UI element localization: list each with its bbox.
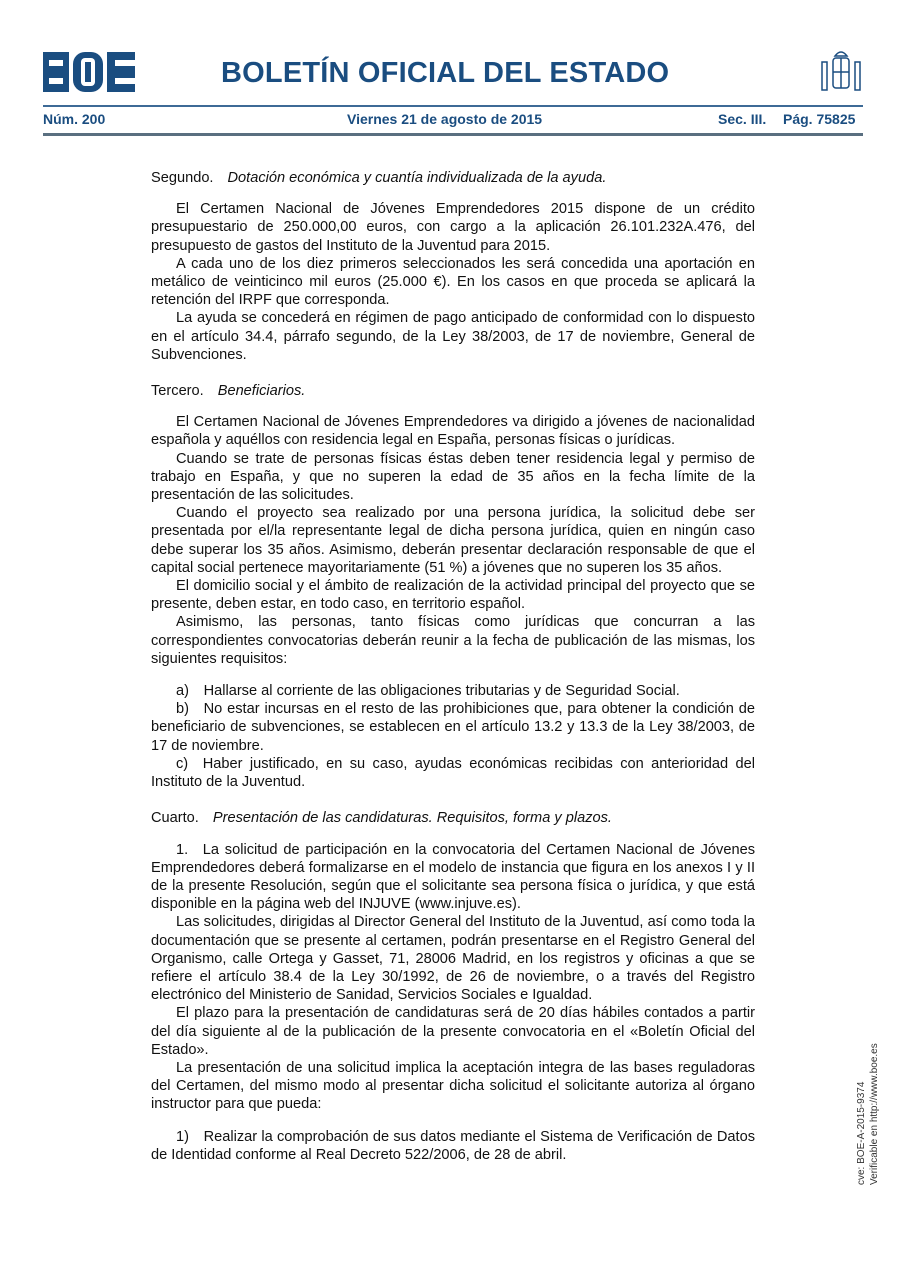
section-label: Sec. III.	[718, 111, 767, 127]
paragraph: El Certamen Nacional de Jóvenes Emprendedores va dirigido a jóvenes de nacionalidad española y aquéllos con residencia legal en España, personas físicas o jurídicas.	[151, 414, 755, 449]
page-number: Pág. 75825	[783, 111, 856, 127]
header-rule	[43, 105, 863, 107]
section-title: Beneficiarios.	[217, 383, 306, 400]
issue-number: Núm. 200	[43, 111, 106, 127]
header-rule	[43, 133, 863, 136]
paragraph: 1) Realizar la comprobación de sus datos mediante el Sistema de Verificación de Datos de Identidad conforme al Real Decreto 522/2006, de 28 de abril.	[151, 1128, 755, 1163]
page-title: BOLETÍN OFICIAL DEL ESTADO	[221, 57, 670, 89]
paragraph: b) No estar incursas en el resto de las prohibiciones que, para obtener la condición de beneficiario de subvenciones, se establecen en el artículo 13.2 y 13.3 de la Ley 38/2003, de 17 de noviembre.	[151, 701, 755, 754]
cve-code: cve: BOE-A-2015-9374	[856, 1081, 867, 1185]
section-heading	[151, 809, 755, 827]
paragraph: El domicilio social y el ámbito de realización de la actividad principal del proyecto que se presente, deben estar, en todo caso, en territorio español.	[151, 578, 755, 613]
paragraph: La presentación de una solicitud implica la aceptación integra de las bases reguladoras del Certamen, del mismo modo al presentar dicha solicitud el solicitante autoriza al órgano instructor para que pueda:	[151, 1059, 755, 1113]
paragraph: La ayuda se concederá en régimen de pago anticipado de conformidad con lo dispuesto en el artículo 34.4, párrafo segundo, de la Ley 38/2003, de 17 de noviembre, General de Subvenciones.	[151, 310, 755, 363]
boe-logo	[43, 52, 135, 92]
paragraph: Las solicitudes, dirigidas al Director General del Instituto de la Juventud, así como toda la documentación que se presente al certamen, podrán presentarse en el Registro General del Organismo, calle Ortega y Gasset, 71, 28006 Madrid, en los registros y oficinas a que se refiere el artículo 38.4 de la Ley 30/1992, de 26 de noviembre, o a través del Registro electrónico del Ministerio de Sanidad, Servicios Sociales e Igualdad.	[151, 914, 755, 1004]
coat-of-arms-icon	[819, 46, 863, 94]
paragraph: Cuando se trate de personas físicas éstas deben tener residencia legal y permiso de trabajo en España, y que no superen la edad de 35 años en la fecha límite de la presentación de las solicitudes.	[151, 450, 755, 504]
paragraph: a) Hallarse al corriente de las obligaciones tributarias y de Seguridad Social.	[176, 683, 680, 700]
document-body	[151, 169, 755, 1182]
issue-date: Viernes 21 de agosto de 2015	[347, 111, 543, 127]
section-title: Dotación económica y cuantía individualizada de la ayuda.	[227, 170, 607, 186]
section	[151, 382, 755, 791]
section-label: Segundo.	[151, 170, 214, 186]
section-title: Presentación de las candidaturas. Requisitos, forma y plazos.	[212, 810, 612, 827]
section-label: Cuarto.	[151, 810, 199, 827]
paragraph: El plazo para la presentación de candidaturas será de 20 días hábiles contados a partir del día siguiente al de la publicación de la presente convocatoria en el «Boletín Oficial del Estado».	[151, 1005, 755, 1058]
verify-url: Verificable en http://www.boe.es	[869, 1043, 880, 1185]
section-label: Tercero.	[151, 383, 204, 400]
section-heading	[151, 382, 755, 400]
paragraph: Asimismo, las personas, tanto físicas como jurídicas que concurran a las correspondientes convocatorias deberán reunir a la fecha de publicación de las mismas, los siguientes requisitos:	[151, 614, 755, 667]
masthead	[43, 52, 863, 92]
section	[151, 169, 755, 364]
section-heading	[151, 169, 755, 187]
section	[151, 809, 755, 1164]
paragraph: El Certamen Nacional de Jóvenes Emprendedores 2015 dispone de un crédito presupuestario de 250.000,00 euros, con cargo a la aplicación 26.101.232A.476, del presupuesto de gastos del Instituto de la Juventud para 2015.	[151, 201, 755, 254]
paragraph: 1. La solicitud de participación en la convocatoria del Certamen Nacional de Jóvenes Emprendedores deberá formalizarse en el modelo de instancia que figura en los anexos I y II de la presente Resolución, según que el solicitante sea persona física o jurídica, y que está disponible en la página web del INJUVE (www.injuve.es).	[151, 841, 755, 913]
paragraph: c) Haber justificado, en su caso, ayudas económicas recibidas con anterioridad del Instituto de la Juventud.	[151, 755, 755, 791]
paragraph: Cuando el proyecto sea realizado por una persona jurídica, la solicitud debe ser presentada por el/la representante legal de dicha persona jurídica, quien en ningún caso debe superar los 35 años. Asimismo, deberán presentar declaración responsable de que el capital social pertenece mayoritariamente (51 %) a jóvenes que no superen los 35 años.	[151, 505, 755, 576]
paragraph: A cada uno de los diez primeros seleccionados les será concedida una aportación en metálico de veinticinco mil euros (25.000 €). En los casos en que proceda se aplicará la retención del IRPF que corresponda.	[151, 255, 755, 309]
verification-note	[855, 1043, 881, 1185]
